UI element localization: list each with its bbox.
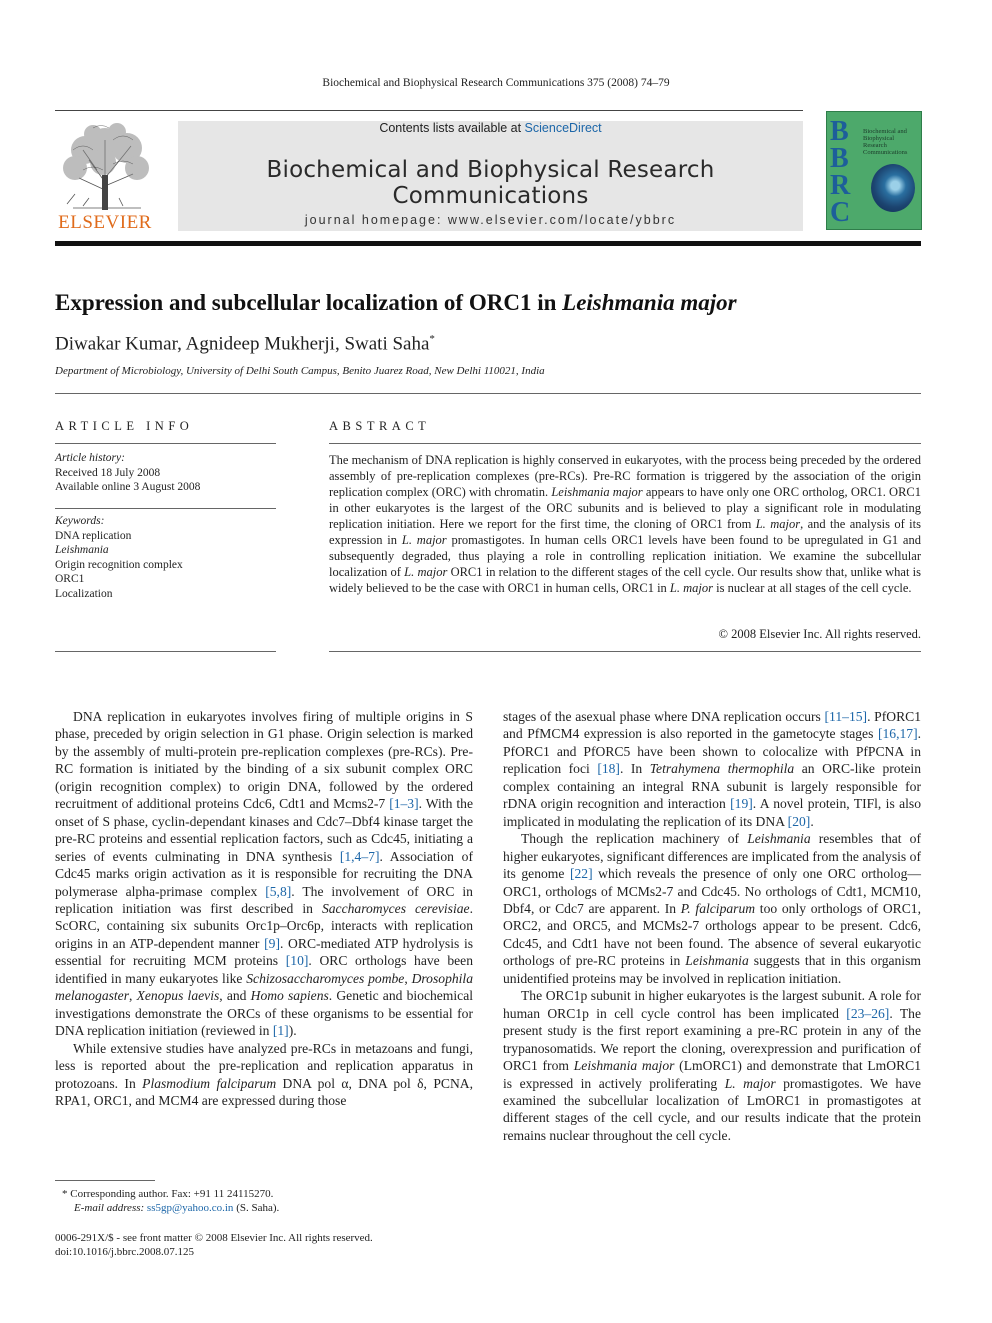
article-info-rule-3 xyxy=(55,651,276,652)
affiliation-rule xyxy=(55,393,921,394)
keyword-item: DNA replication xyxy=(55,529,132,542)
email-note: E-mail address: ss5gp@yahoo.co.in (S. Saha). xyxy=(74,1202,280,1214)
keywords-label: Keywords: xyxy=(55,515,105,527)
doi-line[interactable]: doi:10.1016/j.bbrc.2008.07.125 xyxy=(55,1246,195,1258)
cover-image xyxy=(871,164,915,212)
reference-link[interactable]: [5,8] xyxy=(265,883,292,899)
article-info-heading: ARTICLE INFO xyxy=(55,419,194,433)
reference-link[interactable]: [22] xyxy=(569,866,593,882)
body-paragraph: While extensive studies have analyzed pre-RCs in metazoans and fungi, less is reported about the pre-replication and replication apparatus in protozoans. In Plasmodium falciparum DNA pol α, DNA pol δ, PCNA, RPA1, ORC1, and MCM4 are expressed during those xyxy=(55,1040,473,1108)
journal-cover-thumbnail xyxy=(826,111,922,230)
body-paragraph: DNA replication in eukaryotes involves firing of multiple origins in S phase, preceded by origin selection in G1 phase. Origin selection is marked by the assembly of multi-protein pre-replication complexes (pre-RCs). Pre-RC formation is initiated by the binding of a six subunit complex ORC (origin recognition complex) to origin DNA, followed by the ordered recruitment of additional proteins Cdc6, Cdt1 and Mcms2-7 [1–3]. With the onset of S phase, cyclin-dependant kinases and Cdc7–Dbf4 kinase target the pre-RC proteins and essential replication factors, such as Cdc45, initiating a series of events culminating in DNA synthesis [1,4–7]. Association of Cdc45 marks origin activation as it is responsible for recruiting the DNA polymerase alpha-primase complex [5,8]. The involvement of ORC in replication initiation was first described in Saccharomyces cerevisiae. ScORC, containing six subunits Orc1p–Orc6p, interacts with replication origins in an ATP-dependent manner [9]. ORC-mediated ATP hydrolysis is essential for recruiting MCM proteins [10]. ORC orthologs have been identified in many eukaryotes like Schizosaccharomyces pombe, Drosophila melanogaster, Xenopus laevis, and Homo sapiens. Genetic and biochemical investigations demonstrate the ORCs of these organisms to be essential for DNA replication initiation (reviewed in [1]). xyxy=(55,709,474,1039)
reference-link[interactable]: [9] xyxy=(264,935,280,951)
body-paragraph: Though the replication machinery of Leishmania resembles that of higher eukaryotes, significant differences are implicated from the analysis of its genome [22] which reveals the presence of only one ORC ortholog—ORC1, orthologs of MCMs2-7 and Cdc45. No orthologs of Cdt1, MCM10, Dbf4, or Cdc7 are apparent. In P. falciparum too only orthologs of ORC1, ORC2, and ORC5, and MCMs2-7 orthologs appear to be present. Cdc6, Cdc45, and Cdt1 have not been found. The absence of several eukaryotic orthologs of pre-RC proteins in Leishmania suggests that in this organism unidentified proteins may be involved in replication initiation. xyxy=(503,831,922,986)
front-matter xyxy=(55,1231,473,1259)
abstract-rule-top xyxy=(329,443,921,444)
corresponding-author-note: * Corresponding author. Fax: +91 11 24115270. xyxy=(62,1188,274,1200)
reference-link[interactable]: [18] xyxy=(597,761,620,777)
elsevier-wordmark: ELSEVIER xyxy=(58,212,152,233)
issn-line: 0006-291X/$ - see front matter © 2008 Elsevier Inc. All rights reserved. xyxy=(55,1232,373,1244)
contents-prefix: Contents lists available at xyxy=(379,121,525,135)
keywords-block xyxy=(55,514,276,601)
reference-link[interactable]: [1] xyxy=(272,1023,289,1039)
body-right-column xyxy=(503,708,921,1144)
title-text: Expression and subcellular localization of ORC1 in xyxy=(55,290,563,315)
abstract-rule-bottom xyxy=(329,651,921,652)
corresponding-mark[interactable]: * xyxy=(429,333,435,345)
reference-link[interactable]: [10] xyxy=(285,953,309,969)
keyword-item: Origin recognition complex xyxy=(55,558,183,571)
header-top-rule xyxy=(55,110,803,111)
cover-letter-r: R xyxy=(830,170,851,201)
elsevier-logo xyxy=(53,120,157,232)
journal-citation: Biochemical and Biophysical Research Communications 375 (2008) 74–79 xyxy=(322,77,670,89)
email-link[interactable]: ss5gp@yahoo.co.in xyxy=(146,1202,234,1214)
abstract-heading: ABSTRACT xyxy=(329,419,431,433)
keyword-item: Localization xyxy=(55,587,113,600)
reference-link[interactable]: [1–3] xyxy=(389,796,419,812)
elsevier-tree-icon xyxy=(53,120,157,212)
article-info-rule-1 xyxy=(55,443,276,444)
article-title xyxy=(55,290,737,316)
journal-name: Biochemical and Biophysical Research Communications xyxy=(266,157,715,209)
sciencedirect-link[interactable]: ScienceDirect xyxy=(524,121,602,135)
available-date: Available online 3 August 2008 xyxy=(55,481,201,493)
body-paragraph: stages of the asexual phase where DNA replication occurs [11–15]. PfORC1 and PfMCM4 expression is also reported in the gametocyte stages [16,17]. PfORC1 and PfORC5 have been shown to colocalize with PfPCNA in replication foci [18]. In Tetrahymena thermophila an ORC-like protein complex containing an integral RNA subunit is largely responsible for rDNA origin recognition and interaction [19]. A novel protein, TIFl, is also implicated in modulating the replication of its DNA [20]. xyxy=(503,709,921,829)
cover-letter-b1: B xyxy=(830,116,849,147)
reference-link[interactable]: [1,4–7] xyxy=(339,848,380,864)
journal-homepage[interactable]: journal homepage: www.elsevier.com/locate/ybbrc xyxy=(304,213,677,227)
cover-letters xyxy=(830,118,850,226)
title-italic: Leishmania major xyxy=(562,290,737,315)
cover-letter-b2: B xyxy=(830,143,849,174)
cover-title: Biochemical and Biophysical Research Communications xyxy=(863,128,908,156)
keyword-item: Leishmania xyxy=(55,544,109,556)
body-paragraph: The ORC1p subunit in higher eukaryotes is the largest subunit. A role for human ORC1p in cell cycle control has been implicated [23–26]. The present study is the first report examining a pre-RC protein in any of the trypanosomatids. We report the cloning, overexpression and purification of ORC1 from Leishmania major (LmORC1) and demonstrate that LmORC1 is expressed in actively proliferating L. major promastigotes. We have examined the subcellular localization of LmORC1 in promastigotes at different stages of the cell cycle, and our results indicate that the protein remains nuclear throughout the cell cycle. xyxy=(503,988,921,1143)
received-date: Received 18 July 2008 xyxy=(55,466,161,479)
reference-link[interactable]: [16,17] xyxy=(877,726,918,742)
history-label: Article history: xyxy=(55,452,125,464)
article-info-rule-2 xyxy=(55,508,276,509)
cover-letter-c: C xyxy=(830,197,851,228)
reference-link[interactable]: [19] xyxy=(730,796,753,812)
footnote-rule xyxy=(55,1180,155,1181)
affiliation: Department of Microbiology, University of Delhi South Campus, Benito Juarez Road, New Delhi 110021, India xyxy=(55,365,545,377)
abstract-copyright: © 2008 Elsevier Inc. All rights reserved. xyxy=(718,627,921,641)
contents-line xyxy=(178,121,803,135)
footnote xyxy=(62,1187,473,1215)
article-history xyxy=(55,451,276,495)
keyword-item: ORC1 xyxy=(55,573,85,585)
header-bottom-rule xyxy=(55,241,921,246)
reference-link[interactable]: [11–15] xyxy=(824,709,868,724)
reference-link[interactable]: [20] xyxy=(787,813,811,829)
journal-banner xyxy=(178,121,803,231)
author-list xyxy=(55,333,435,355)
body-left-column xyxy=(55,708,473,1109)
reference-link[interactable]: [23–26] xyxy=(846,1005,890,1021)
abstract-text: The mechanism of DNA replication is highly conserved in eukaryotes, with the process being preceded by the ordered assembly of pre-replication complexes (pre-RCs). Pre-RC formation is triggered by the association of the origin replication complex (ORC) with chromatin. Leishmania major appears to have only one ORC ortholog, ORC1. ORC1 in other eukaryotes is the largest of the ORC subunits and is believed to play a significant role in modulating replication initiation. Here we report for the first time, the cloning of ORC1 from L. major, and the analysis of its expression in L. major promastigotes. In human cells ORC1 levels have been found to be upregulated in G1 and subsequently degraded, thus playing a role in controlling replication initiation. We examine the subcellular localization of L. major ORC1 in relation to the different stages of the cell cycle. Our results show that, unlike what is widely believed to be the case with ORC1 in human cells, ORC1 in L. major is nuclear at all stages of the cell cycle. xyxy=(329,453,922,595)
authors-text: Diwakar Kumar, Agnideep Mukherji, Swati Saha xyxy=(55,333,430,355)
